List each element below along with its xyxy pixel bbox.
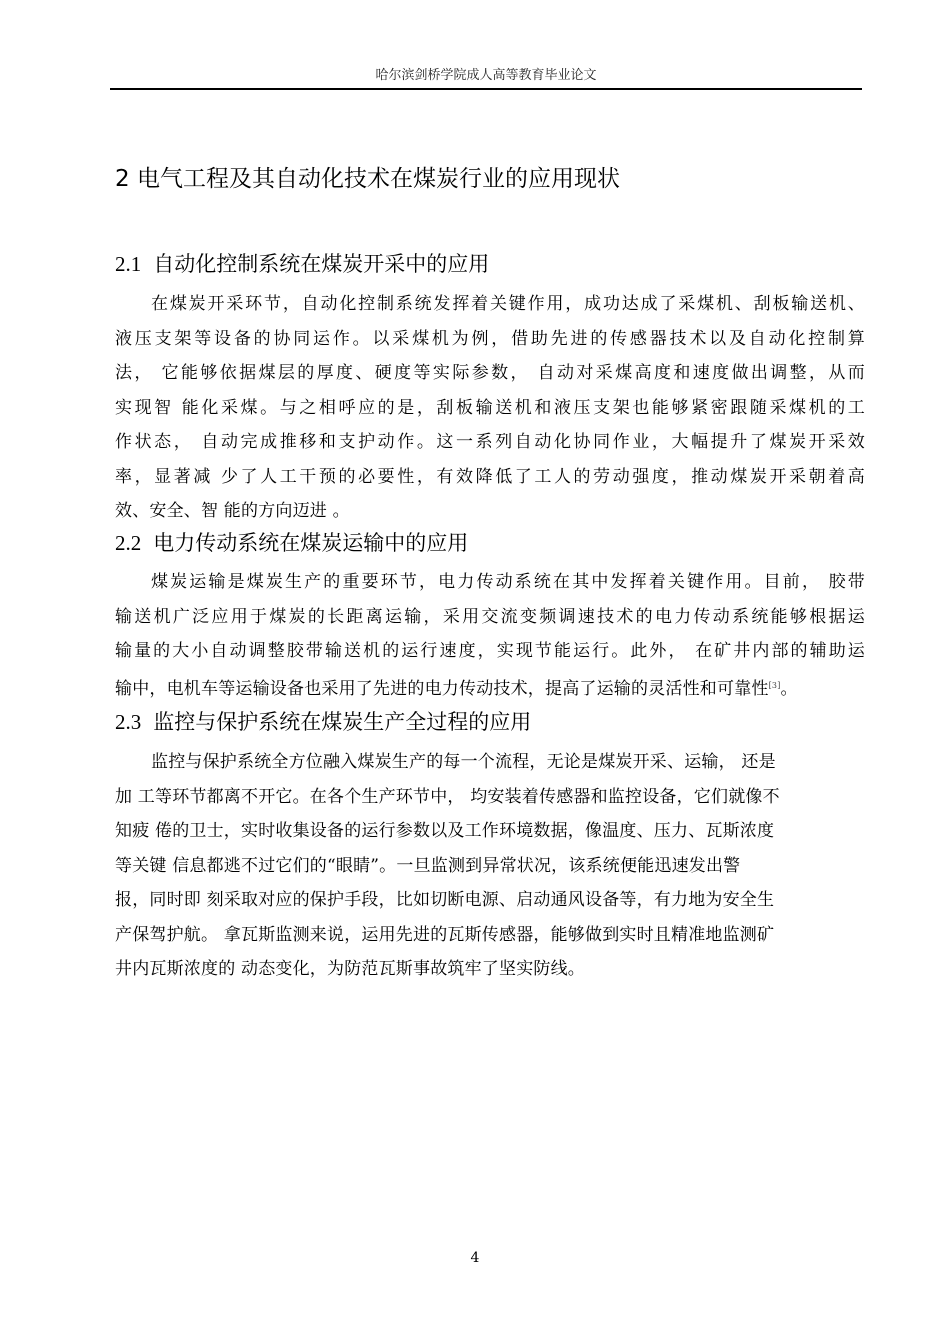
paragraph-line: 效、安全、智 能的方向迈进 。 (115, 501, 350, 521)
section-2-2-paragraph (115, 565, 865, 703)
paragraph-line: 实现智 能化采煤。与之相呼应的是，刮板输送机和液压支架也能够紧密跟随采煤机的工 (115, 397, 865, 418)
paragraph-line: 加 工等环节都离不开它。在各个生产环节中， 均安装着传感器和监控设备，它们就像不 (115, 786, 780, 807)
header-rule (110, 88, 862, 90)
section-heading-2-1 (115, 248, 489, 278)
section-heading-2-2 (115, 527, 468, 557)
paragraph-line: 作状态， 自动完成推移和支护动作。这一系列自动化协同作业，大幅提升了煤炭开采效 (115, 432, 865, 452)
page-header-title: 哈尔滨剑桥学院成人高等教育毕业论文 (375, 68, 597, 83)
paragraph-line: 知疲 倦的卫士，实时收集设备的运行参数以及工作环境数据，像温度、压力、瓦斯浓度 (115, 821, 775, 841)
section-number: 2.2 (115, 531, 142, 555)
paragraph-line: 监控与保护系统全方位融入煤炭生产的每一个流程，无论是煤炭开采、运输， 还是 (151, 752, 776, 772)
paragraph-text: 输中，电机车等运输设备也采用了先进的电力传动技术，提高了运输的灵活性和可靠性 (115, 678, 769, 699)
paragraph-line-last (115, 669, 865, 704)
paragraph-line: 液压支架等设备的协同运作。以采煤机为例，借助先进的传感器技术以及自动化控制算 (115, 328, 865, 349)
section-title: 监控与保护系统在煤炭生产全过程的应用 (153, 710, 532, 734)
page-number: 4 (470, 1250, 480, 1266)
citation-marker: [3] (768, 680, 781, 690)
paragraph-line: 煤炭运输是煤炭生产的重要环节，电力传动系统在其中发挥着关键作用。目前， 胶带 (151, 572, 865, 592)
section-2-1-paragraph (115, 287, 865, 529)
paragraph-line: 输送机广泛应用于煤炭的长距离运输，采用交流变频调速技术的电力传动系统能够根据运 (115, 606, 865, 627)
section-number: 2.1 (115, 252, 142, 276)
paragraph-line: 在煤炭开采环节，自动化控制系统发挥着关键作用，成功达成了采煤机、刮板输送机、 (151, 294, 865, 314)
section-2-3-paragraph (115, 745, 865, 987)
paragraph-line: 输量的大小自动调整胶带输送机的运行速度，实现节能运行。此外， 在矿井内部的辅助运 (115, 641, 865, 661)
section-title: 自动化控制系统在煤炭开采中的应用 (153, 252, 490, 276)
paragraph-line: 井内瓦斯浓度的 动态变化，为防范瓦斯事故筑牢了坚实防线。 (115, 959, 586, 979)
paragraph-line: 率，显著减 少了人工干预的必要性，有效降低了工人的劳动强度，推动煤炭开采朝着高 (115, 466, 865, 487)
paragraph-line: 等关键 信息都逃不过它们的“眼睛”。一旦监测到异常状况，该系统便能迅速发出警 (115, 855, 741, 876)
chapter-title: 2 电气工程及其自动化技术在煤炭行业的应用现状 (115, 166, 620, 192)
paragraph-line: 法， 它能够依据煤层的厚度、硬度等实际参数， 自动对采煤高度和速度做出调整，从而 (115, 363, 865, 383)
section-number: 2.3 (115, 710, 142, 734)
section-title: 电力传动系统在煤炭运输中的应用 (153, 531, 469, 555)
paragraph-end: 。 (780, 678, 798, 699)
section-heading-2-3 (115, 706, 531, 736)
paragraph-line: 报，同时即 刻采取对应的保护手段，比如切断电源、启动通风设备等，有力地为安全生 (115, 890, 775, 910)
paragraph-line: 产保驾护航。 拿瓦斯监测来说，运用先进的瓦斯传感器，能够做到实时且精准地监测矿 (115, 924, 775, 945)
